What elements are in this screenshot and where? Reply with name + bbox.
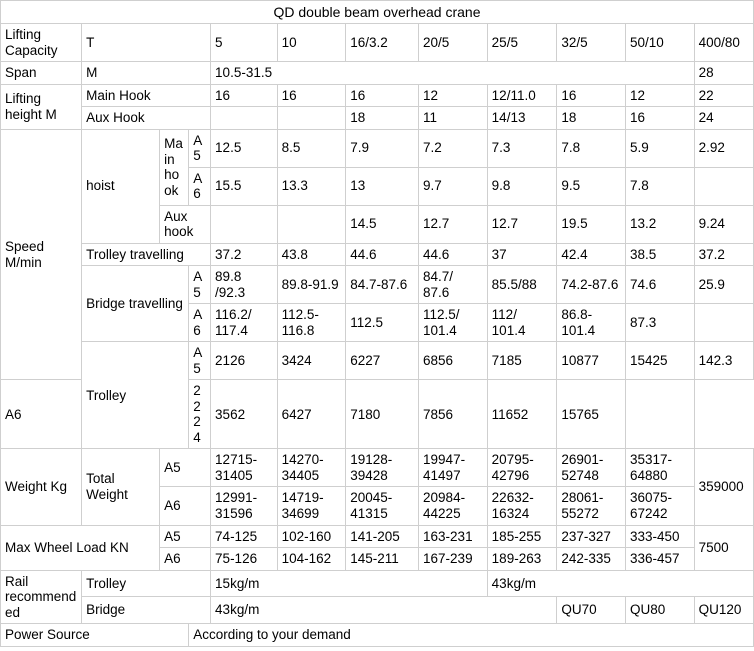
code-a6: A6 [160,487,211,525]
cell-hoist-main-a5-5: 7.3 [487,129,557,167]
cell-lift-aux-8: 24 [694,107,753,130]
cell-capacity-6: 32/5 [557,24,626,62]
row-label-main-hook: Main Hook [82,84,211,107]
cell-wheel-a6-3: 145-211 [346,548,419,571]
cell-lift-main-8: 22 [694,84,753,107]
row-label-lifting-capacity: Lifting Capacity [1,24,82,62]
cell-rail-trolley-right: 43kg/m [487,570,753,597]
cell-hoist-main-a6-7: 7.8 [625,167,694,205]
code-a6: A6 [189,304,211,342]
cell-wheel-a6-5: 189-263 [487,548,557,571]
cell-wheel-a6-4: 167-239 [419,548,488,571]
cell-weight-trolley-a5-4: 6856 [419,342,488,380]
cell-weight-trolley-a6-7: 15765 [557,380,626,449]
cell-hoist-main-a5-1: 12.5 [211,129,278,167]
cell-total-a5-5: 20795-42796 [487,449,557,487]
table-row [1,570,754,597]
row-label-hoist-aux-hook: Aux hook [160,205,211,243]
cell-bridge-a6-4: 112.5/ 101.4 [419,304,488,342]
code-a6: A6 [189,167,211,205]
cell-bridge-a6-5: 112/ 101.4 [487,304,557,342]
cell-lift-main-4: 12 [419,84,488,107]
table-row-weight-trolley-a5 [1,342,754,380]
unit-lifting-capacity: T [82,24,211,62]
cell-capacity-3: 16/3.2 [346,24,419,62]
cell-capacity-5: 25/5 [487,24,557,62]
cell-lift-main-6: 16 [557,84,626,107]
code-a5: A5 [160,449,211,487]
row-label-weight-trolley: Trolley [82,342,189,449]
cell-bridge-a5-4: 84.7/ 87.6 [419,266,488,304]
cell-hoist-main-a6-8 [694,167,753,205]
cell-lift-main-1: 16 [211,84,278,107]
table-row [1,107,754,130]
cell-rail-bridge-qu80: QU80 [625,597,694,624]
table-row [1,266,754,304]
cell-weight-trolley-a6-8 [625,380,694,449]
cell-weight-trolley-a6-4: 7180 [346,380,419,449]
code-a5: A5 [189,342,211,380]
cell-hoist-main-a5-4: 7.2 [419,129,488,167]
cell-bridge-a6-8 [694,304,753,342]
table-row [1,243,754,266]
cell-bridge-a6-1: 116.2/ 117.4 [211,304,278,342]
code-a6: A6 [1,380,82,449]
cell-wheel-a5-4: 163-231 [419,525,488,548]
cell-trolley-travel-6: 42.4 [557,243,626,266]
cell-wheel-a5-1: 74-125 [211,525,278,548]
cell-total-a5-3: 19128-39428 [346,449,419,487]
cell-hoist-aux-8: 9.24 [694,205,753,243]
cell-lift-main-7: 12 [625,84,694,107]
cell-lift-aux-1 [211,107,278,130]
cell-rail-bridge-qu120: QU120 [694,597,753,624]
cell-wheel-a5-5: 185-255 [487,525,557,548]
cell-hoist-main-a5-6: 7.8 [557,129,626,167]
code-a6: A6 [160,548,211,571]
cell-wheel-a6-6: 242-335 [557,548,626,571]
cell-lift-main-5: 12/11.0 [487,84,557,107]
row-label-rail-trolley: Trolley [82,570,211,597]
cell-rail-trolley-left: 15kg/m [211,570,488,597]
cell-hoist-main-a5-2: 8.5 [277,129,346,167]
cell-capacity-8: 400/80 [694,24,753,62]
cell-total-a6-5: 22632-16324 [487,487,557,525]
cell-capacity-4: 20/5 [419,24,488,62]
cell-bridge-a6-7: 87.3 [625,304,694,342]
cell-wheel-a5-7: 333-450 [625,525,694,548]
cell-weight-trolley-a6-5: 7856 [419,380,488,449]
row-label-hoist: hoist [82,129,160,243]
table-row [1,62,754,85]
table-row [1,525,754,548]
cell-wheel-a5-2: 102-160 [277,525,346,548]
cell-hoist-main-a6-6: 9.5 [557,167,626,205]
cell-total-a5-2: 14270-34405 [277,449,346,487]
row-label-total-weight: Total Weight [82,449,160,525]
cell-hoist-aux-2 [277,205,346,243]
cell-hoist-aux-4: 12.7 [419,205,488,243]
cell-rail-bridge-left: 43kg/m [211,597,557,624]
cell-rail-bridge-qu70: QU70 [557,597,626,624]
cell-wheel-a5-3: 141-205 [346,525,419,548]
cell-lift-aux-7: 16 [625,107,694,130]
cell-hoist-aux-3: 14.5 [346,205,419,243]
cell-total-a5-7: 35317-64880 [625,449,694,487]
cell-total-a6-2: 14719-34699 [277,487,346,525]
cell-wheel-a6-2: 104-162 [277,548,346,571]
cell-hoist-main-a6-4: 9.7 [419,167,488,205]
code-a5: A5 [189,266,211,304]
table-row [1,597,754,624]
cell-weight-trolley-a5-6: 10877 [557,342,626,380]
cell-lift-aux-6: 18 [557,107,626,130]
cell-power-source-value: According to your demand [189,624,754,647]
cell-weight-trolley-a5-2: 3424 [277,342,346,380]
cell-weight-trolley-a6-3: 6427 [277,380,346,449]
cell-total-a5-1: 12715-31405 [211,449,278,487]
cell-span-last: 28 [694,62,753,85]
row-label-max-wheel-load: Max Wheel Load KN [1,525,160,570]
cell-total-a6-7: 36075-67242 [625,487,694,525]
cell-bridge-a6-6: 86.8-101.4 [557,304,626,342]
cell-bridge-a5-1: 89.8 /92.3 [211,266,278,304]
table-title-row [1,1,754,24]
cell-weight-trolley-a5-5: 7185 [487,342,557,380]
cell-trolley-travel-3: 44.6 [346,243,419,266]
cell-lift-aux-3: 18 [346,107,419,130]
row-label-bridge-travelling: Bridge travelling [82,266,189,342]
cell-lift-main-2: 16 [277,84,346,107]
cell-hoist-aux-6: 19.5 [557,205,626,243]
cell-lift-main-3: 16 [346,84,419,107]
row-label-weight: Weight Kg [1,449,82,525]
cell-total-a6-1: 12991-31596 [211,487,278,525]
cell-capacity-1: 5 [211,24,278,62]
cell-bridge-a5-7: 74.6 [625,266,694,304]
cell-hoist-aux-5: 12.7 [487,205,557,243]
cell-hoist-main-a6-2: 13.3 [277,167,346,205]
code-a5: A5 [160,525,211,548]
cell-capacity-2: 10 [277,24,346,62]
cell-hoist-main-a5-8: 2.92 [694,129,753,167]
table-row [1,624,754,647]
cell-wheel-a5-6: 237-327 [557,525,626,548]
page-title: QD double beam overhead crane [1,1,754,24]
cell-bridge-a6-3: 112.5 [346,304,419,342]
cell-trolley-travel-8: 37.2 [694,243,753,266]
row-label-speed: Speed M/min [1,129,82,380]
cell-hoist-aux-7: 13.2 [625,205,694,243]
cell-bridge-a5-5: 85.5/88 [487,266,557,304]
cell-bridge-a5-3: 84.7-87.6 [346,266,419,304]
unit-span: M [82,62,211,85]
cell-bridge-a5-6: 74.2-87.6 [557,266,626,304]
cell-total-a5-4: 19947-41497 [419,449,488,487]
cell-bridge-a5-8: 25.9 [694,266,753,304]
cell-lift-aux-4: 11 [419,107,488,130]
cell-total-a6-6: 28061-55272 [557,487,626,525]
cell-total-a6-3: 20045-41315 [346,487,419,525]
cell-wheel-a6-1: 75-126 [211,548,278,571]
cell-hoist-main-a6-1: 15.5 [211,167,278,205]
cell-trolley-travel-4: 44.6 [419,243,488,266]
cell-trolley-travel-5: 37 [487,243,557,266]
cell-lift-aux-2 [277,107,346,130]
cell-wheel-a6-7: 336-457 [625,548,694,571]
cell-weight-trolley-a6-6: 11652 [487,380,557,449]
row-label-hoist-main-hook: Main hook [160,129,189,205]
cell-hoist-aux-1 [211,205,278,243]
cell-capacity-7: 50/10 [625,24,694,62]
table-row [1,24,754,62]
cell-trolley-travel-2: 43.8 [277,243,346,266]
cell-span-range: 10.5-31.5 [211,62,695,85]
cell-weight-trolley-a5-3: 6227 [346,342,419,380]
row-label-span: Span [1,62,82,85]
row-label-power-source: Power Source [1,624,189,647]
cell-wheel-last: 7500 [694,525,753,570]
cell-trolley-travel-7: 38.5 [625,243,694,266]
table-row [1,129,754,167]
cell-total-a5-6: 26901-52748 [557,449,626,487]
cell-hoist-main-a6-3: 13 [346,167,419,205]
cell-trolley-travel-1: 37.2 [211,243,278,266]
cell-total-last: 359000 [694,449,753,525]
row-label-aux-hook: Aux Hook [82,107,211,130]
cell-weight-trolley-a5-7: 15425 [625,342,694,380]
table-row [1,84,754,107]
code-a5: A5 [189,129,211,167]
row-label-lifting-height: Lifting height M [1,84,82,129]
cell-weight-trolley-a5-8: 142.3 [694,342,753,380]
row-label-rail-recommended: Rail recommended [1,570,82,624]
cell-hoist-main-a6-5: 9.8 [487,167,557,205]
row-label-rail-bridge: Bridge [82,597,211,624]
cell-hoist-main-a5-7: 5.9 [625,129,694,167]
cell-bridge-a5-2: 89.8-91.9 [277,266,346,304]
table-row [1,449,754,487]
cell-weight-trolley-a6-1: 2224 [189,380,211,449]
row-label-trolley-travelling: Trolley travelling [82,243,211,266]
cell-total-a6-4: 20984-44225 [419,487,488,525]
cell-weight-trolley-a5-1: 2126 [211,342,278,380]
cell-weight-trolley-a6-2: 3562 [211,380,278,449]
cell-lift-aux-5: 14/13 [487,107,557,130]
cell-bridge-a6-2: 112.5-116.8 [277,304,346,342]
cell-hoist-main-a5-3: 7.9 [346,129,419,167]
